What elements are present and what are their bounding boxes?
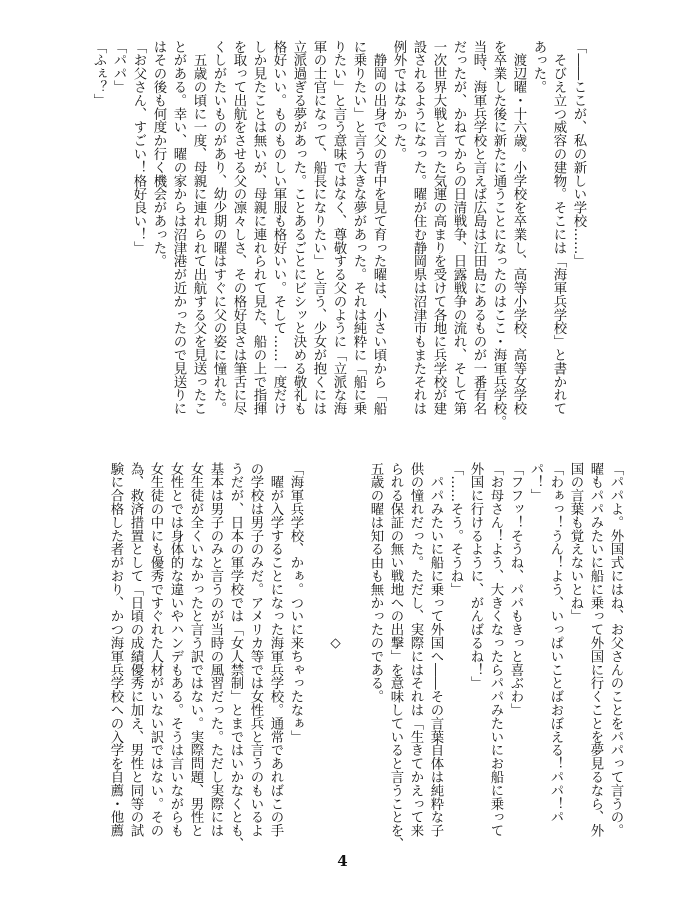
text-line: 供の憧れだった。ただし、実際にはそれは「生きてかえって来 <box>408 462 423 838</box>
text-line <box>305 462 325 852</box>
text-line: ◇ <box>328 462 343 652</box>
text-line: 「お母さん！よう、大きくなったらパパみたいにお船に乗って <box>488 462 503 838</box>
text-line: 女性とでは身体的な違いやハンデもある。そうは言いながらも <box>168 462 183 838</box>
text-line: 一次世界大戦と言った気運の高まりを受けて各地に兵学校が建 <box>431 40 446 416</box>
text-line: 為、救済措置として「日頃の成績優秀に加え、男性と同等の試 <box>128 462 143 838</box>
text-line: 「パパよ。外国式にはね、お父さんのことをパパって言うの。 <box>608 462 623 838</box>
text-line: パパみたいに船に乗って外国へ――その言葉自体は純粋な子 <box>428 462 443 838</box>
text-line: の学校は男子のみだ。アメリカ等では女性兵と言うのもいるよ <box>248 462 263 838</box>
text-line: を卒業した後に新たに通うことになったのはここ・海軍兵学校。 <box>491 40 506 429</box>
text-line: 「わぁっ！うん！よう、いっぱいことばおぼえる！パパ！パ <box>548 462 563 824</box>
text-line <box>345 462 365 852</box>
text-line: 立派過ぎる夢があった。ことあるごとにビシッと決める敬礼も <box>291 40 306 416</box>
text-line: 女生徒の中にも優秀ですぐれた人材がいない訳ではない。その <box>148 462 163 838</box>
text-line: 格好いい。ものものしい軍服も格好いい。そして……一度だけ <box>271 40 286 416</box>
text-line: 外国に行けるように、がんばるね！」 <box>468 462 483 690</box>
text-line: りたい」と言う意味ではなく、尊敬する父のように「立派な海 <box>331 40 346 416</box>
text-line: 例外ではなかった。 <box>391 40 406 161</box>
text-line: 基本は男子のみと言うのが当時の風習だった。ただし実際には <box>208 462 223 838</box>
text-line: 設されるようになった。曜が住む静岡県は沼津市もまたそれは <box>411 40 426 416</box>
text-line: 「――ここが、私の新しい学校……」 <box>571 40 586 268</box>
text-line: 静岡の出身で父の背中を見て育った曜は、小さい頃から「船 <box>371 40 386 416</box>
text-line: 女生徒が全くいなかったと言う訳ではない。実際問題、男性と <box>188 462 203 838</box>
upper-text-block <box>78 40 588 445</box>
text-line: あった。 <box>531 40 546 94</box>
text-line: 当時、海軍兵学校と言えば広島は江田島にあるものが一番有名 <box>471 40 486 416</box>
text-line: 験に合格した者がおり、かつ海軍兵学校への入学を自薦・他薦 <box>108 462 123 838</box>
text-line: パ！」 <box>528 462 543 503</box>
text-line: はその後も何度か行く機会があった。 <box>151 40 166 268</box>
text-line: 曜もパパみたいに船に乗って外国に行くことを夢見るなら、外 <box>588 462 603 838</box>
text-line: 五歳の曜は知る由も無かったのである。 <box>368 462 383 704</box>
text-line: に乗りたい」と言う大きな夢があった。それは純粋に「船に乗 <box>351 40 366 416</box>
text-line: を取って出航をさせる父の凛々しさ、その格好良さは筆舌に尽 <box>231 40 246 416</box>
page-number: 4 <box>337 852 348 870</box>
text-line: 「海軍兵学校、かぁ。ついに来ちゃったなぁ」 <box>288 462 303 744</box>
text-line: 「フフッ！そうね、パパもきっと喜ぶわ」 <box>508 462 523 717</box>
text-line: うだが、日本の軍学校では「女人禁制」とまではいかなくとも、 <box>228 462 243 851</box>
text-line: られる保証の無い戦地への出撃」を意味していると言うことを、 <box>388 462 403 851</box>
text-line: 国の言葉も覚えないとね」 <box>568 462 583 623</box>
text-line: 「お父さん、すごい！格好良い！」 <box>131 40 146 255</box>
text-line: しか見たことは無いが、母親に連れられて見た、船の上で指揮 <box>251 40 266 416</box>
text-line: 「……そう。そうね」 <box>448 462 463 596</box>
text-line: 軍の士官になって、船長になりたい」と言う、少女が抱くには <box>311 40 326 416</box>
text-line: 「ふぇ？」 <box>91 40 106 107</box>
text-line: そびえ立つ威容の建物。そこには「海軍兵学校」と書かれて <box>551 40 566 416</box>
text-line: 「パパ」 <box>111 40 126 94</box>
text-line: 渡辺曜・十六歳。小学校を卒業し、高等小学校、高等女学校 <box>511 40 526 416</box>
lower-text-block <box>108 462 625 852</box>
text-line: 五歳の頃に一度、母親に連れられて出航する父を見送ったこ <box>191 40 206 416</box>
text-line: 曜が入学することになった海軍兵学校。通常であればこの手 <box>268 462 283 838</box>
text-line: くしがたいものがあり、幼少期の曜はすぐに父の姿に憧れた。 <box>211 40 226 416</box>
text-line: とがある。幸い、曜の家からは沼津港が近かったので見送りに <box>171 40 186 416</box>
text-line: だったが、かねてからの日清戦争、日露戦争の流れ、そして第 <box>451 40 466 416</box>
